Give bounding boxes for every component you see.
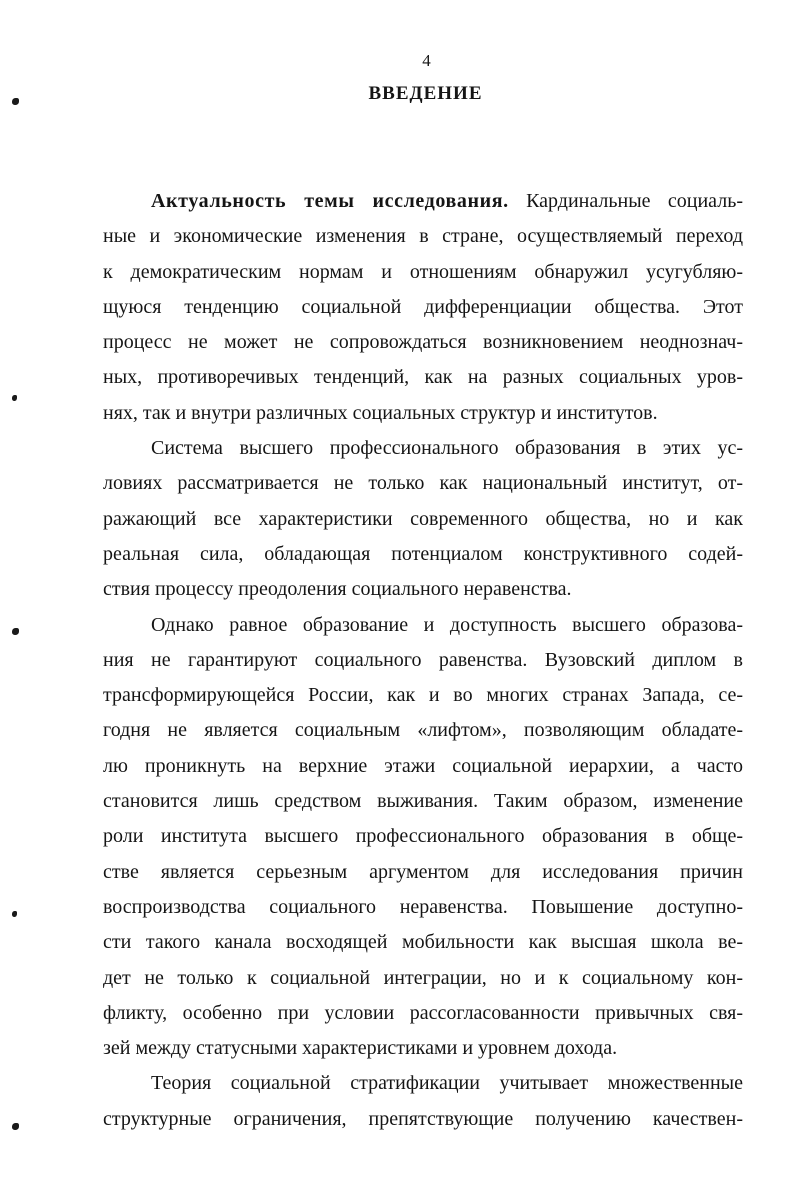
text-line: дет не только к социальной интеграции, но и к социальному кон- bbox=[103, 966, 743, 989]
text-line: Однако равное образование и доступность высшего образова- bbox=[151, 613, 743, 636]
scan-speck-mark bbox=[12, 911, 17, 917]
text-line-content: Кардинальные социаль- bbox=[508, 190, 743, 212]
text-line: ствия процессу преодоления социального неравенства. bbox=[103, 578, 572, 601]
text-line: нях, так и внутри различных социальных структур и институтов. bbox=[103, 401, 658, 424]
text-line: годня не является социальным «лифтом», позволяющим обладате- bbox=[103, 719, 743, 742]
scan-speck-mark bbox=[12, 1123, 19, 1130]
text-line bbox=[103, 184, 743, 219]
text-line: Теория социальной стратификации учитывает множественные bbox=[151, 1072, 743, 1095]
text-line: щуюся тенденцию социальной дифференциации общества. Этот bbox=[103, 295, 743, 318]
text-line: процесс не может не сопровождаться возникновением неоднознач- bbox=[103, 331, 743, 354]
text-line: роли института высшего профессионального образования в обще- bbox=[103, 825, 743, 848]
text-line: воспроизводства социального неравенства. Повышение доступно- bbox=[103, 895, 743, 918]
text-line: стве является серьезным аргументом для исследования причин bbox=[103, 860, 743, 883]
scan-speck-mark bbox=[12, 395, 17, 401]
page-number: 4 bbox=[422, 51, 431, 70]
text-line: зей между статусными характеристиками и уровнем дохода. bbox=[103, 1037, 618, 1060]
scan-speck-mark bbox=[12, 98, 19, 105]
scan-speck-mark bbox=[12, 628, 19, 635]
text-line: ния не гарантируют социального равенства. Вузовский диплом в bbox=[103, 648, 743, 671]
body-text bbox=[103, 184, 743, 1137]
text-line: ных, противоречивых тенденций, как на разных социальных уров- bbox=[103, 366, 743, 389]
text-line: фликту, особенно при условии рассогласованности привычных свя- bbox=[103, 1001, 743, 1024]
text-line: сти такого канала восходящей мобильности как высшая школа ве- bbox=[103, 931, 743, 954]
section-heading-run: Актуальность темы исследования. bbox=[151, 190, 509, 212]
chapter-title: ВВЕДЕНИЕ bbox=[368, 83, 483, 104]
text-line: Система высшего профессионального образования в этих ус- bbox=[151, 437, 743, 460]
text-line: ловиях рассматривается не только как национальный институт, от- bbox=[103, 472, 743, 495]
text-line: реальная сила, обладающая потенциалом конструктивного содей- bbox=[103, 542, 743, 565]
text-line: лю проникнуть на верхние этажи социальной иерархии, а часто bbox=[103, 754, 743, 777]
text-line: к демократическим нормам и отношениям обнаружил усугубляю- bbox=[103, 260, 743, 283]
text-line: структурные ограничения, препятствующие получению качествен- bbox=[103, 1107, 743, 1130]
text-line: ражающий все характеристики современного общества, но и как bbox=[103, 507, 743, 530]
text-line: трансформирующейся России, как и во многих странах Запада, се- bbox=[103, 684, 743, 707]
text-line: ные и экономические изменения в стране, осуществляемый переход bbox=[103, 225, 743, 248]
text-line: становится лишь средством выживания. Таким образом, изменение bbox=[103, 790, 743, 813]
